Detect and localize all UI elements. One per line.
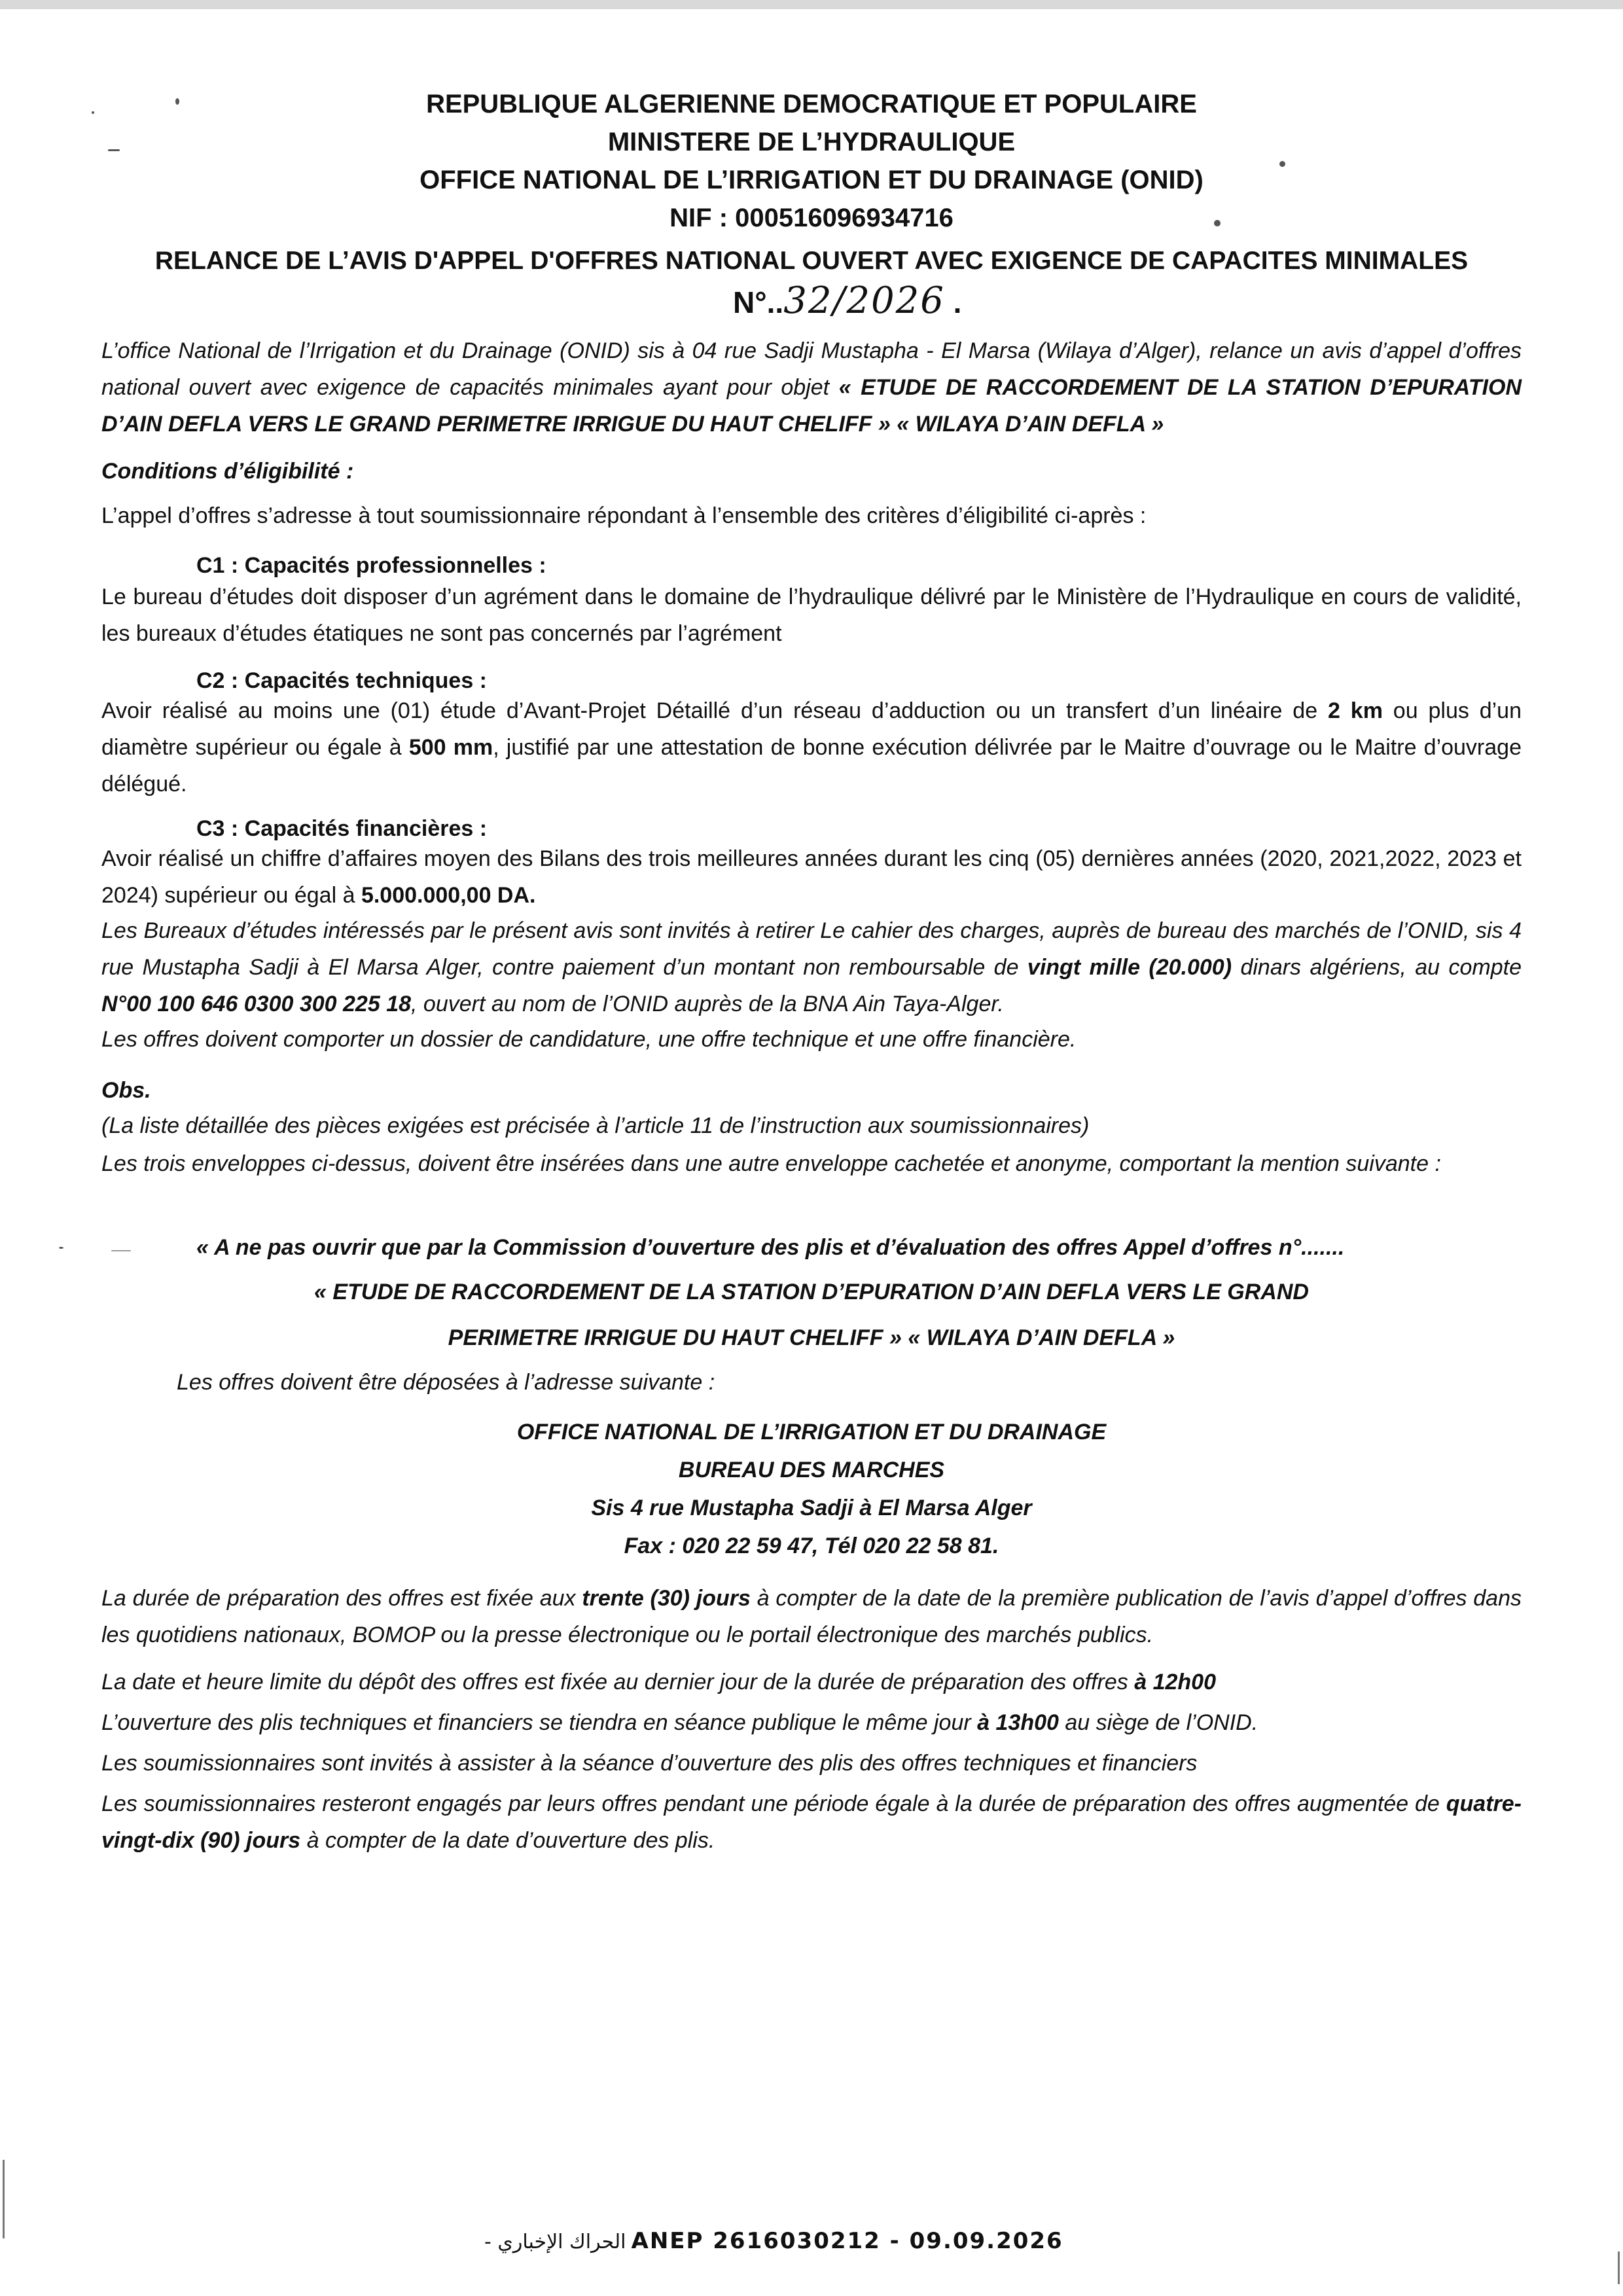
scan-speck	[111, 1250, 131, 1251]
scan-top-border	[0, 0, 1623, 9]
deadline-text: La date et heure limite du dépôt des offres est fixée au dernier jour de la durée de préparation des offres	[101, 1670, 1135, 1695]
notice-title: RELANCE DE L’AVIS D'APPEL D'OFFRES NATIONAL OUVERT AVEC EXIGENCE DE CAPACITES MINIMALES	[154, 247, 1469, 275]
invite-paragraph: Les soumissionnaires sont invités à assister à la séance d’ouverture des plis des offres techniques et financiers	[101, 1751, 1198, 1776]
eligibility-heading: Conditions d’éligibilité :	[101, 459, 354, 484]
notice-number-suffix: .	[944, 285, 962, 319]
prep-duration-paragraph	[101, 1580, 1522, 1653]
notice-number-handwritten: 32/2026	[783, 279, 945, 322]
address-line-1: OFFICE NATIONAL DE L’IRRIGATION ET DU DRAINAGE	[516, 1420, 1107, 1444]
withdrawal-text-a: Les Bureaux d’études intéressés par le présent avis sont invités à retirer Le cahier des charges, auprès de bureau des marchés de l’ONID, sis 4 rue Mustapha Sadji à El Marsa Alger, contre paiement d’un montant non remboursable de	[101, 918, 1522, 980]
notice-number	[733, 281, 961, 322]
footer-arabic: الحراك الإخباري -	[484, 2231, 626, 2253]
opening-text-a: L’ouverture des plis techniques et financiers se tiendra en séance publique le même jour	[101, 1710, 978, 1735]
engaged-days: quatre-vingt-dix (90) jours	[101, 1791, 1522, 1853]
scan-speck	[59, 1247, 63, 1249]
c3-text: Avoir réalisé un chiffre d’affaires moyen des Bilans des trois meilleures années durant les cinq (05) dernières années (2020, 2021,2022, 2023 et 2024) supérieur ou égal à	[101, 846, 1522, 908]
header-republic: REPUBLIQUE ALGERIENNE DEMOCRATIQUE ET POPULAIRE	[426, 90, 1197, 118]
c2-paragraph	[101, 692, 1522, 802]
header-ministry: MINISTERE DE L’HYDRAULIQUE	[607, 128, 1016, 156]
c3-paragraph	[101, 840, 1522, 914]
engaged-text-b: à compter de la date d’ouverture des plis.	[300, 1828, 715, 1853]
c3-title: C3 : Capacités financières :	[196, 816, 488, 841]
footer-publication-ref	[484, 2228, 1139, 2254]
withdrawal-account: N°00 100 646 0300 300 225 18	[101, 992, 412, 1016]
offers-content: Les offres doivent comporter un dossier de candidature, une offre technique et une offre financière.	[101, 1027, 1077, 1052]
footer-anep-ref: ANEP 2616030212 - 09.09.2026	[631, 2228, 1063, 2254]
intro-paragraph	[101, 332, 1522, 442]
prep-text-b: à compter de la date de la première publication de l’avis d’appel d’offres dans les quotidiens nationaux, BOMOP ou la presse électronique ou le portail électronique des marchés publics.	[101, 1586, 1522, 1647]
withdrawal-text-b: dinars algériens, au compte	[1232, 955, 1522, 980]
header-nif: NIF : 000516096934716	[669, 204, 954, 232]
scan-right-edge	[1618, 2251, 1620, 2284]
c1-text: Le bureau d’études doit disposer d’un agrément dans le domaine de l’hydraulique délivré par le Ministère de l’Hydraulique en cours de validité, les bureaux d’études étatiques ne sont pas concernés par l’agrément	[101, 584, 1522, 646]
opening-text-b: au siège de l’ONID.	[1058, 1710, 1258, 1735]
deadline-time: à 12h00	[1134, 1670, 1216, 1695]
mention-line-1: « A ne pas ouvrir que par la Commission d’ouverture des plis et d’évaluation des offres Appel d’offres n°.......	[196, 1235, 1345, 1260]
withdrawal-paragraph	[101, 912, 1522, 1022]
address-line-2: BUREAU DES MARCHES	[678, 1458, 945, 1482]
c2-text-c: , justifié par une attestation de bonne exécution délivrée par le Maitre d’ouvrage ou le Maitre d’ouvrage délégué.	[101, 735, 1522, 797]
opening-paragraph	[101, 1704, 1522, 1741]
intro-object: « ETUDE DE RACCORDEMENT DE LA STATION D’EPURATION D’AIN DEFLA VERS LE GRAND PERIMETRE IRRIGUE DU HAUT CHELIFF » « WILAYA D’AIN DEFLA »	[101, 375, 1522, 437]
notice-number-prefix: N°..	[733, 285, 784, 319]
engagement-paragraph	[101, 1785, 1522, 1859]
c3-amount: 5.000.000,00 DA.	[361, 883, 536, 908]
engaged-text-a: Les soumissionnaires resteront engagés par leurs offres pendant une période égale à la durée de préparation des offres augmentée de	[101, 1791, 1446, 1816]
prep-days: trente (30) jours	[582, 1586, 751, 1611]
c1-title: C1 : Capacités professionnelles :	[196, 553, 546, 578]
obs-envelopes: Les trois enveloppes ci-dessus, doivent être insérées dans une autre enveloppe cachetée et anonyme, comportant la mention suivante :	[101, 1151, 1441, 1176]
eligibility-intro: L’appel d’offres s’adresse à tout soumissionnaire répondant à l’ensemble des critères d’éligibilité ci-après :	[101, 503, 1147, 528]
obs-list-note: (La liste détaillée des pièces exigées est précisée à l’article 11 de l’instruction aux soumissionnaires)	[101, 1113, 1090, 1138]
c2-text-a: Avoir réalisé au moins une (01) étude d’Avant-Projet Détaillé d’un réseau d’adduction ou un transfert d’un linéaire de	[101, 698, 1328, 723]
address-intro: Les offres doivent être déposées à l’adresse suivante :	[177, 1370, 715, 1395]
mention-line-2: « ETUDE DE RACCORDEMENT DE LA STATION D’EPURATION D’AIN DEFLA VERS LE GRAND	[314, 1280, 1309, 1304]
prep-text-a: La durée de préparation des offres est fixée aux	[101, 1586, 582, 1611]
c2-title: C2 : Capacités techniques :	[196, 668, 488, 693]
withdrawal-text-c: , ouvert au nom de l’ONID auprès de la BNA Ain Taya-Alger.	[411, 992, 1004, 1016]
c2-length: 2 km	[1328, 698, 1383, 723]
c2-diameter: 500 mm	[408, 735, 493, 760]
deadline-paragraph	[101, 1664, 1522, 1700]
withdrawal-fee: vingt mille (20.000)	[1027, 955, 1232, 980]
mention-line-3: PERIMETRE IRRIGUE DU HAUT CHELIFF » « WILAYA D’AIN DEFLA »	[448, 1325, 1175, 1350]
scan-left-edge	[3, 2160, 5, 2238]
header-office: OFFICE NATIONAL DE L’IRRIGATION ET DU DRAINAGE (ONID)	[419, 166, 1204, 194]
opening-time: à 13h00	[977, 1710, 1059, 1735]
address-line-4: Fax : 020 22 59 47, Tél 020 22 58 81.	[624, 1534, 999, 1558]
intro-text: L’office National de l’Irrigation et du Drainage (ONID) sis à 04 rue Sadji Mustapha - El Marsa (Wilaya d’Alger), relance un avis d’appel d’offres national ouvert avec exigence de capacités minimales ayant pour objet	[101, 338, 1522, 400]
obs-label: Obs.	[101, 1078, 151, 1103]
c2-text-b: ou plus d’un diamètre supérieur ou égale à	[101, 698, 1522, 760]
address-line-3: Sis 4 rue Mustapha Sadji à El Marsa Alger	[591, 1496, 1032, 1520]
